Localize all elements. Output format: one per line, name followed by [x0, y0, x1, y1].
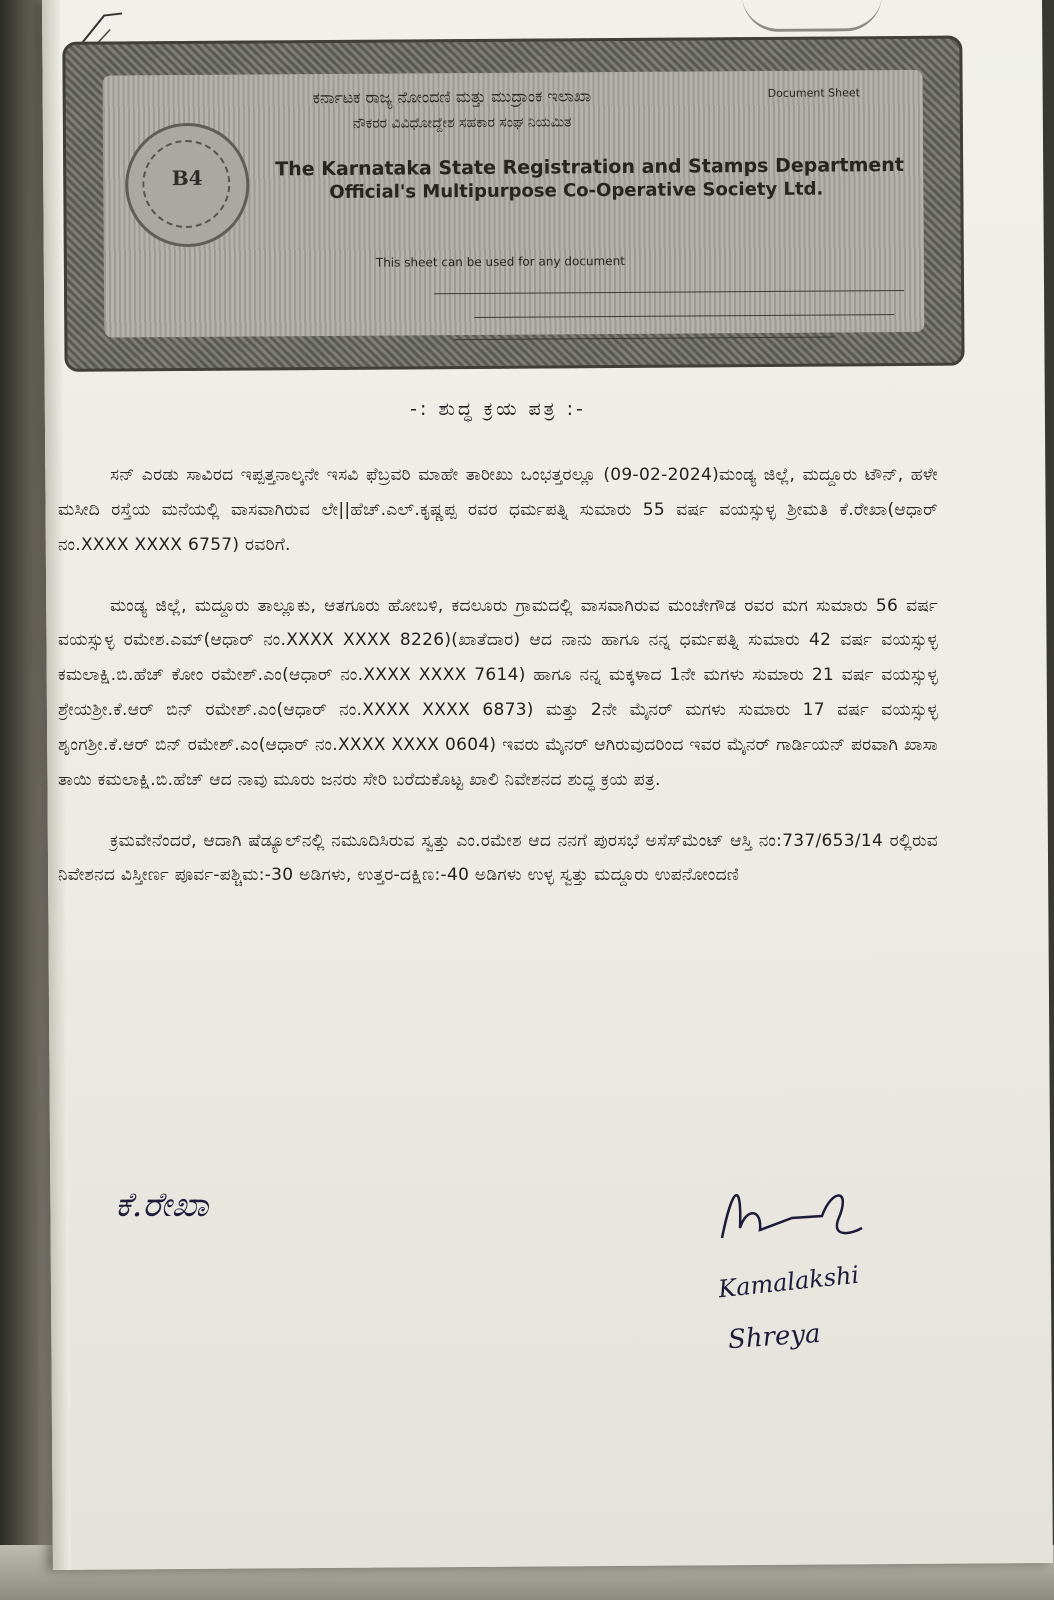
dept-name-kannada: ಕರ್ನಾಟಕ ರಾಜ್ಯ ನೋಂದಣಿ ಮತ್ತು ಮುದ್ರಾಂಕ ಇಲಾಖಾ [312, 86, 592, 108]
deed-paragraph-1: ಸನ್ ಎರಡು ಸಾವಿರದ ಇಪ್ಪತ್ತನಾಲ್ಕನೇ ಇಸವಿ ಫೆಬ್ರವರಿ ಮಾಹೇ ತಾರೀಖು ಒಂಭತ್ತರಲ್ಲೂ (09-02-2024)ಮಂಡ್ಯ ಜಿಲ್ಲೆ, ಮದ್ದೂರು ಟೌನ್, ಹಳೇ ಮಸೀದಿ ರಸ್ತೆಯ ಮನೆಯಲ್ಲಿ ವಾಸವಾಗಿರುವ ಲೇ||ಹೆಚ್.ಎಲ್.ಕೃಷ್ಣಪ್ಪ ರವರ ಧರ್ಮಪತ್ನಿ ಸುಮಾರು 55 ವರ್ಷ ವಯಸ್ಸುಳ್ಳ ಶ್ರೀಮತಿ ಕೆ.ರೇಖಾ(ಆಧಾರ್ ನಂ.XXXX XXXX 6757) ರವರಿಗೆ. [58, 465, 938, 555]
deed-body [58, 398, 938, 919]
society-seal [125, 123, 250, 248]
form-field-line [474, 314, 894, 318]
form-field-line [434, 290, 904, 294]
signature-shreya: Shreya [727, 1318, 822, 1356]
form-field-line [454, 336, 834, 340]
signature-kamalakshi: Kamalakshi [716, 1260, 861, 1304]
dept-name-english: The Karnataka State Registration and Stamps Department [275, 153, 904, 181]
document-sheet-label: Document Sheet [767, 86, 861, 100]
stamp-paper-header [62, 36, 964, 372]
stamp-form-fields [434, 272, 914, 345]
signature-left: ಕೆ.ರೇಖಾ [115, 1185, 209, 1225]
usage-note: This sheet can be used for any document [375, 253, 625, 270]
deed-paragraph-2: ಮಂಡ್ಯ ಜಿಲ್ಲೆ, ಮದ್ದೂರು ತಾಲ್ಲೂಕು, ಆತಗೂರು ಹೋಬಳಿ, ಕದಲೂರು ಗ್ರಾಮದಲ್ಲಿ ವಾಸವಾಗಿರುವ ಮಂಚೇಗೌಡ ರವರ ಮಗ ಸುಮಾರು 56 ವರ್ಷ ವಯಸ್ಸುಳ್ಳ ರಮೇಶ.ಎಮ್(ಆಧಾರ್ ನಂ.XXXX XXXX 8226)(ಖಾತೆದಾರ) ಆದ ನಾನು ಹಾಗೂ ನನ್ನ ಧರ್ಮಪತ್ನಿ ಸುಮಾರು 42 ವರ್ಷ ವಯಸ್ಸುಳ್ಳ ಕಮಲಾಕ್ಷಿ.ಬಿ.ಹೆಚ್ ಕೋಂ ರಮೇಶ್.ಎಂ(ಆಧಾರ್ ನಂ.XXXX XXXX 7614) ಹಾಗೂ ನನ್ನ ಮಕ್ಕಳಾದ 1ನೇ ಮಗಳು ಸುಮಾರು 21 ವರ್ಷ ವಯಸ್ಸುಳ್ಳ ಶ್ರೇಯಶ್ರೀ.ಕೆ.ಆರ್ ಬಿನ್ ರಮೇಶ್.ಎಂ(ಆಧಾರ್ ನಂ.XXXX XXXX 6873) ಮತ್ತು 2ನೇ ಮೈನರ್ ಮಗಳು ಸುಮಾರು 17 ವರ್ಷ ವಯಸ್ಸುಳ್ಳ ಶೃಂಗಶ್ರೀ.ಕೆ.ಆರ್ ಬಿನ್ ರಮೇಶ್.ಎಂ(ಆಧಾರ್ ನಂ.XXXX XXXX 0604) ಇವರು ಮೈನರ್ ಆಗಿರುವುದರಿಂದ ಇವರ ಮೈನರ್ ಗಾರ್ಡಿಯನ್ ಪರವಾಗಿ ಖಾಸಾ ತಾಯಿ ಕಮಲಾಕ್ಷಿ.ಬಿ.ಹೆಚ್ ಆದ ನಾವು ಮೂರು ಜನರು ಸೇರಿ ಬರೆದುಕೊಟ್ಟ ಖಾಲಿ ನಿವೇಶನದ ಶುದ್ಧ ಕ್ರಯ ಪತ್ರ. [58, 595, 938, 790]
partial-round-stamp [742, 0, 882, 32]
deed-paragraph-3: ಕ್ರಮವೇನೆಂದರೆ, ಆದಾಗಿ ಷೆಡ್ಯೂಲ್‌ನಲ್ಲಿ ನಮೂದಿಸಿರುವ ಸ್ವತ್ತು ಎಂ.ರಮೇಶ ಆದ ನನಗೆ ಪುರಸಭೆ ಅಸೆಸ್‌ಮೆಂಟ್ ಆಸ್ತಿ ನಂ:737/653/14 ರಲ್ಲಿರುವ ನಿವೇಶನದ ವಿಸ್ತೀರ್ಣ ಪೂರ್ವ-ಪಶ್ಚಿಮ:-30 ಅಡಿಗಳು, ಉತ್ತರ-ದಕ್ಷಿಣ:-40 ಅಡಿಗಳು ಉಳ್ಳ ಸ್ವತ್ತು ಮದ್ದೂರು ಉಪನೋಂದಣಿ [58, 830, 938, 886]
society-name-english: Official's Multipurpose Co-Operative Society Ltd. [329, 178, 824, 203]
signature-scrawl [712, 1168, 872, 1258]
deed-title: -: ಶುದ್ಧ ಕ್ರಯ ಪತ್ರ :- [410, 398, 586, 420]
seal-code: B4 [171, 165, 203, 191]
society-name-kannada: ನೌಕರರ ವಿವಿಧೋದ್ದೇಶ ಸಹಕಾರ ಸಂಘ ನಿಯಮಿತ [352, 114, 572, 132]
